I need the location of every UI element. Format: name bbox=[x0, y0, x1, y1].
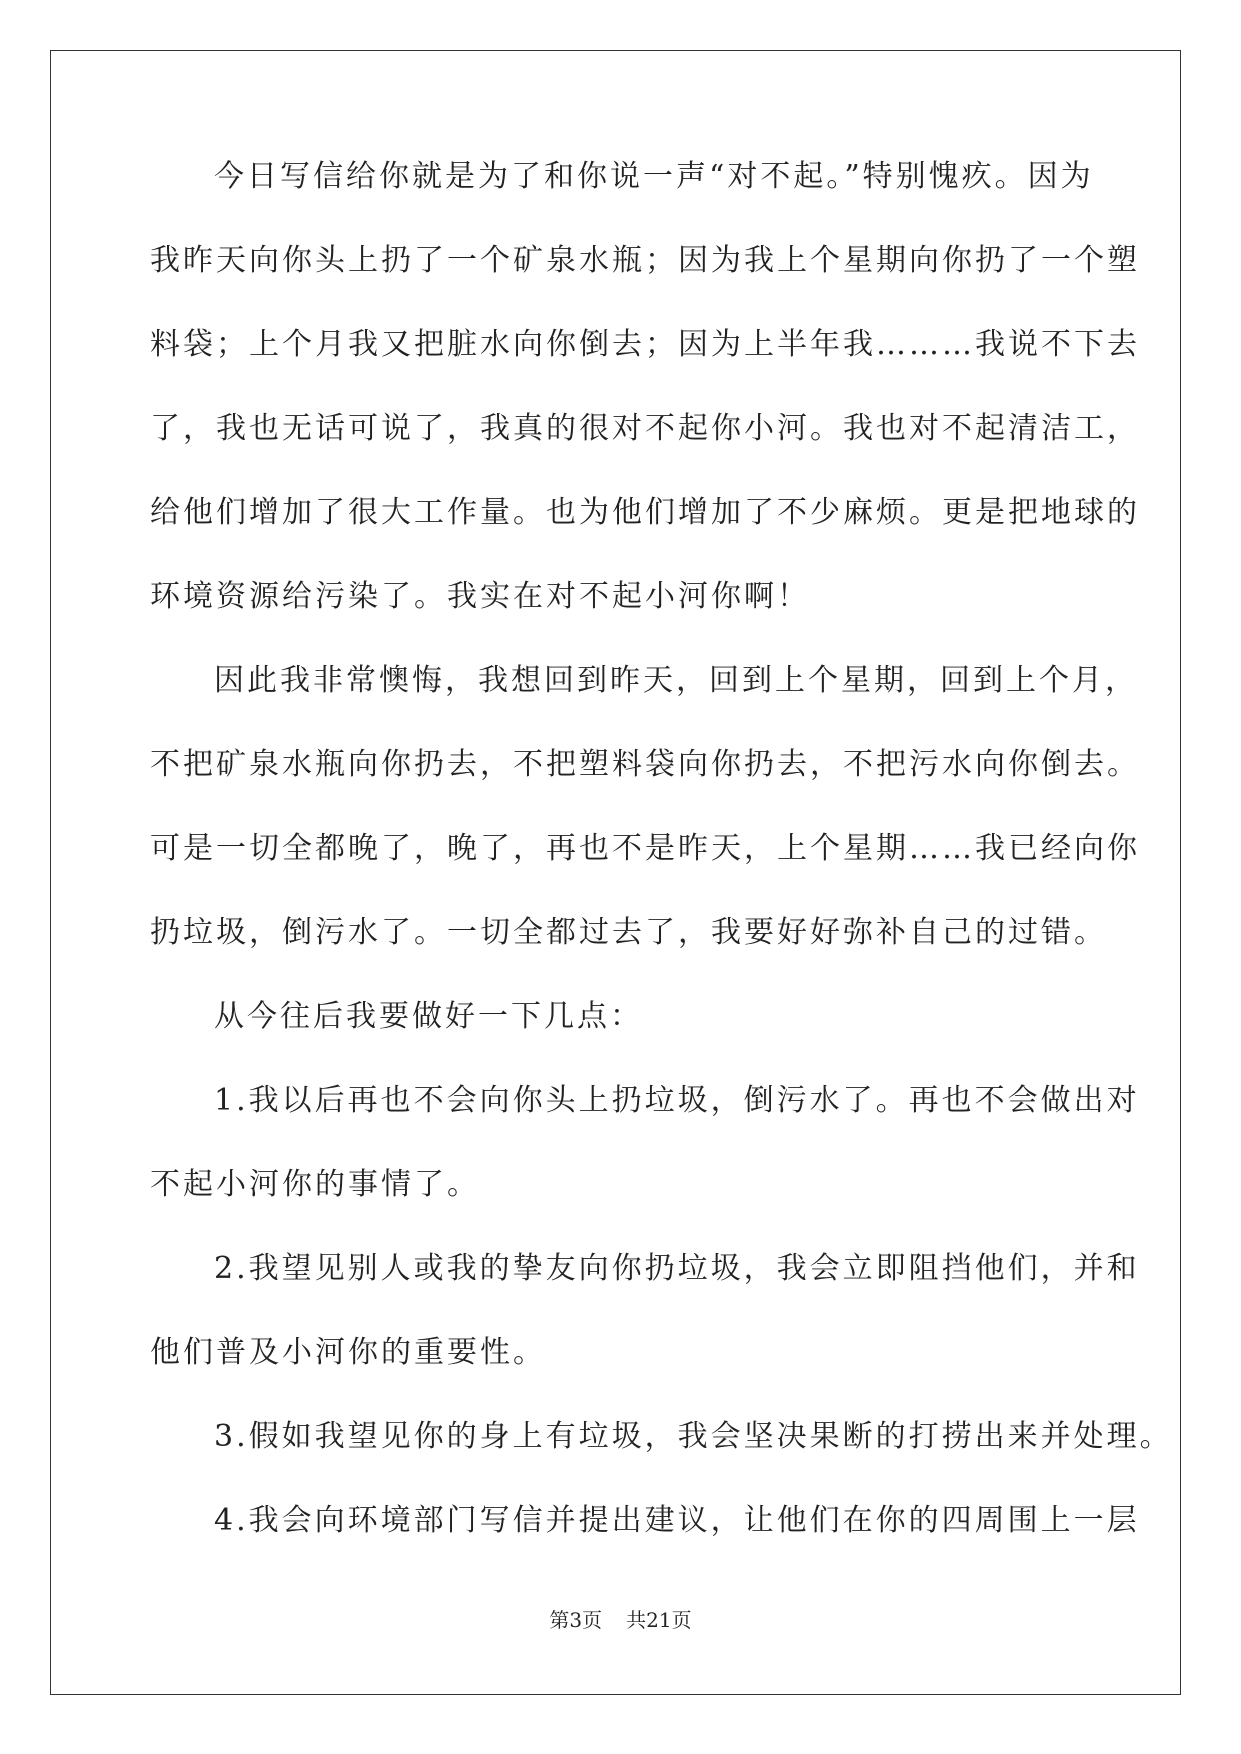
list-item-line: 不起小河你的事情了。 bbox=[150, 1167, 480, 1202]
text-line: 给他们增加了很大工作量。也为他们增加了不少麻烦。更是把地球的 bbox=[150, 495, 1140, 530]
list-item-line: 1.我以后再也不会向你头上扔垃圾，倒污水了。再也不会做出对 bbox=[214, 1083, 1140, 1118]
list-item-line: 4.我会向环境部门写信并提出建议，让他们在你的四周围上一层 bbox=[214, 1503, 1140, 1538]
document-body bbox=[150, 159, 1173, 1588]
page-number: 第3页 bbox=[549, 1608, 603, 1632]
text-line: 可是一切全都晚了，晚了，再也不是昨天，上个星期……我已经向你 bbox=[150, 831, 1140, 866]
text-line: 我昨天向你头上扔了一个矿泉水瓶；因为我上个星期向你扔了一个塑 bbox=[150, 243, 1140, 278]
page-total: 共21页 bbox=[626, 1608, 692, 1632]
list-item-line: 3.假如我望见你的身上有垃圾，我会坚决果断的打捞出来并处理。 bbox=[214, 1419, 1173, 1454]
page-footer bbox=[0, 1608, 1241, 1632]
list-item-line: 他们普及小河你的重要性。 bbox=[150, 1335, 546, 1370]
text-line: 不把矿泉水瓶向你扔去，不把塑料袋向你扔去，不把污水向你倒去。 bbox=[150, 747, 1140, 782]
text-line: 料袋；上个月我又把脏水向你倒去；因为上半年我………我说不下去 bbox=[150, 327, 1140, 362]
text-line: 环境资源给污染了。我实在对不起小河你啊！ bbox=[150, 579, 810, 614]
text-line: 扔垃圾，倒污水了。一切全都过去了，我要好好弥补自己的过错。 bbox=[150, 915, 1107, 950]
text-line: 了，我也无话可说了，我真的很对不起你小河。我也对不起清洁工， bbox=[150, 411, 1140, 446]
text-line: 因此我非常懊悔，我想回到昨天，回到上个星期，回到上个月， bbox=[214, 663, 1138, 698]
text-line: 从今往后我要做好一下几点： bbox=[214, 999, 643, 1034]
text-line: 今日写信给你就是为了和你说一声“对不起。”特别愧疚。因为 bbox=[214, 159, 1094, 194]
list-item-line: 2.我望见别人或我的挚友向你扔垃圾，我会立即阻挡他们，并和 bbox=[214, 1251, 1140, 1286]
